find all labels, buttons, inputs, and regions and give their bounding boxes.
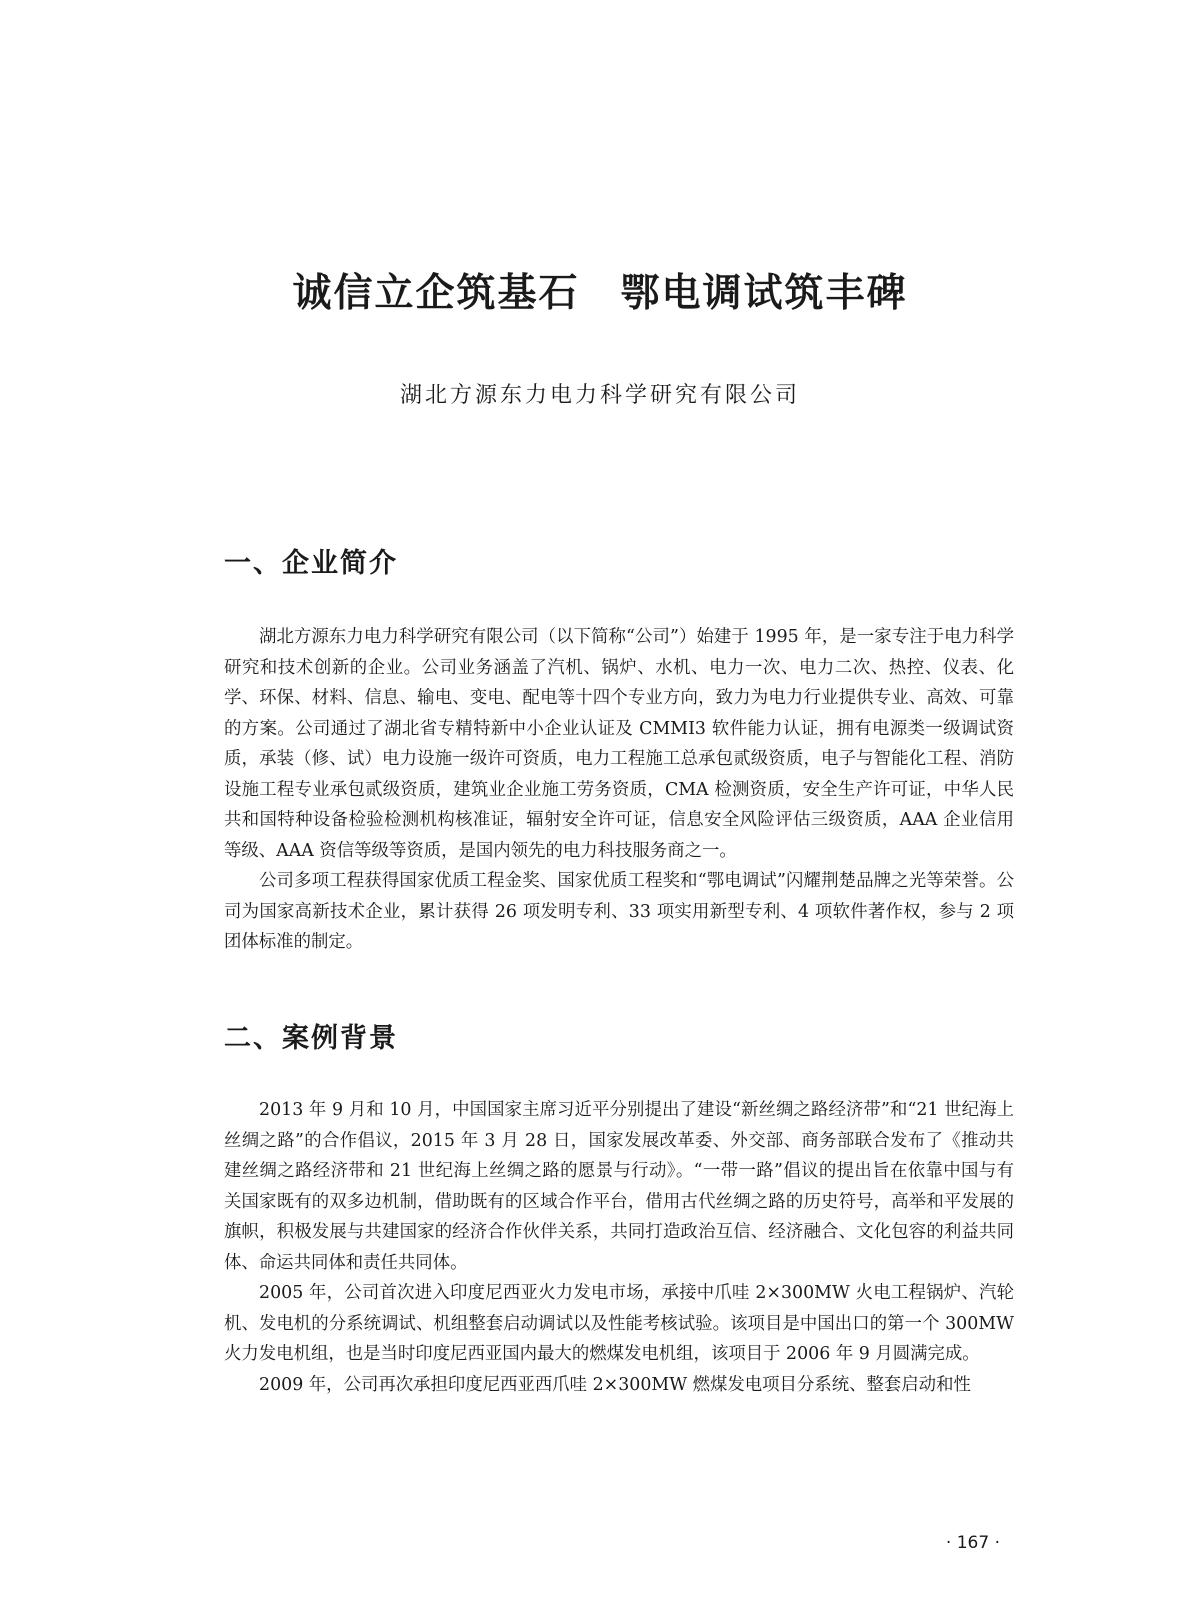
section-body-case-background [224,1095,1014,1400]
section-body-company-profile [224,622,1014,958]
paragraph: 湖北方源东力电力科学研究有限公司（以下简称“公司”）始建于 1995 年，是一家专注于电力科学研究和技术创新的企业。公司业务涵盖了汽机、锅炉、水机、电力一次、电力二次、热控、仪表、化学、环保、材料、信息、输电、变电、配电等十四个专业方向，致力为电力行业提供专业、高效、可靠的方案。公司通过了湖北省专精特新中小企业认证及 CMMI3 软件能力认证，拥有电源类一级调试资质，承装（修、试）电力设施一级许可资质，电力工程施工总承包贰级资质，电子与智能化工程、消防设施工程专业承包贰级资质，建筑业企业施工劳务资质，CMA 检测资质，安全生产许可证，中华人民共和国特种设备检验检测机构核准证，辐射安全许可证，信息安全风险评估三级资质，AAA 企业信用等级、AAA 资信等级等资质，是国内领先的电力科技服务商之一。 [224,627,1014,861]
organization-name: 湖北方源东力电力科学研究有限公司 [399,383,800,408]
paragraph: 公司多项工程获得国家优质工程金奖、国家优质工程奖和“鄂电调试”闪耀荆楚品牌之光等荣誉。公司为国家高新技术企业，累计获得 26 项发明专利、33 项实用新型专利、4 项软件著作权，参与 2 项团体标准的制定。 [224,871,1014,952]
paragraph: 2013 年 9 月和 10 月，中国国家主席习近平分别提出了建设“新丝绸之路经济带”和“21 世纪海上丝绸之路”的合作倡议，2015 年 3 月 28 日，国家发展改革委、外交部、商务部联合发布了《推动共建丝绸之路经济带和 21 世纪海上丝绸之路的愿景与行动》。“一带一路”倡议的提出旨在依靠中国与有关国家既有的双多边机制，借助既有的区域合作平台，借用古代丝绸之路的历史符号，高举和平发展的旗帜，积极发展与共建国家的经济合作伙伴关系，共同打造政治互信、经济融合、文化包容的利益共同体、命运共同体和责任共同体。 [224,1100,1014,1273]
section-heading-case-background: 二、案例背景 [224,1023,398,1054]
paragraph: 2009 年，公司再次承担印度尼西亚西爪哇 2×300MW 燃煤发电项目分系统、整套启动和性 [259,1374,971,1395]
paragraph: 2005 年，公司首次进入印度尼西亚火力发电市场，承接中爪哇 2×300MW 火电工程锅炉、汽轮机、发电机的分系统调试、机组整套启动调试以及性能考核试验。该项目是中国出口的第一个 300MW 火力发电机组，也是当时印度尼西亚国内最大的燃煤发电机组，该项目于 2006 年 9 月圆满完成。 [224,1283,1014,1364]
page-number: · 167 · [945,1533,1000,1553]
section-heading-company-profile: 一、企业简介 [224,548,398,579]
page-title: 诚信立企筑基石 鄂电调试筑丰碑 [292,271,908,316]
